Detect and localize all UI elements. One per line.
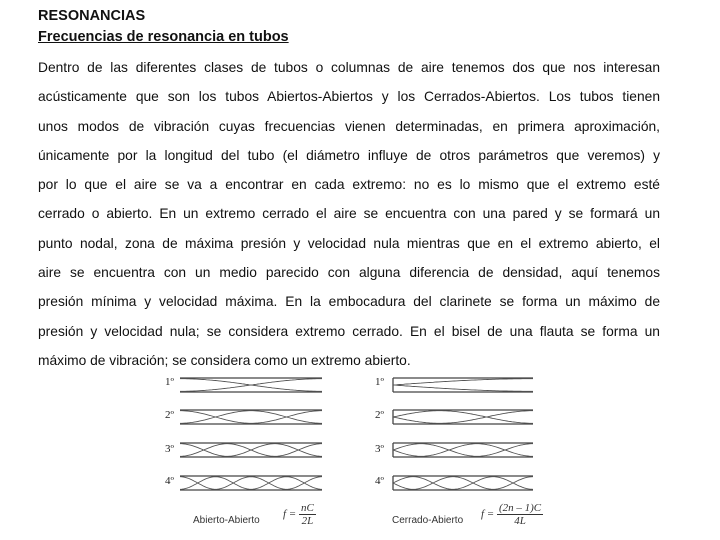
wave-envelope: [393, 379, 533, 385]
wave-envelope: [180, 411, 322, 424]
mode-label-closed-open: 2º: [375, 409, 384, 421]
tube-open-open-mode-4: [180, 476, 322, 490]
mode-label-closed-open: 1º: [375, 376, 384, 388]
page-subtitle: Frecuencias de resonancia en tubos: [38, 29, 289, 45]
tube-open-open-mode-3: [180, 443, 322, 457]
paragraph-line: máximo de vibración; se considera como un extremo abierto.: [38, 352, 411, 368]
paragraph-line: Dentro de las diferentes clases de tubos o columnas de aire tenemos dos que nos interesan: [38, 60, 660, 75]
mode-label-open-open: 1º: [165, 376, 174, 388]
mode-label-open-open: 2º: [165, 409, 174, 421]
wave-envelope: [180, 477, 322, 490]
paragraph-line: aire se encuentra con un medio parecido con alguna diferencia de densidad, aquí tenemos: [38, 265, 660, 281]
body-paragraph: [38, 53, 660, 375]
paragraph-line: cerrado o abierto. En un extremo cerrado el aire se encuentra con una pared y se formará un: [38, 206, 660, 222]
caption-closed-open: Cerrado-Abierto: [392, 515, 464, 526]
tube-open-open-mode-2: [180, 410, 322, 424]
tube-open-open-mode-1: [180, 378, 322, 392]
tube-closed-open-mode-2: [393, 410, 533, 424]
paragraph-line: unos modos de vibración cuyas frecuencias vienen determinadas, en primera aproximación,: [38, 118, 660, 134]
mode-label-closed-open: 4º: [375, 475, 384, 487]
mode-label-open-open: 3º: [165, 443, 174, 455]
paragraph-line: punto nodal, zona de máxima presión y velocidad nula mientras que en el extremo abierto, el: [38, 235, 660, 251]
wave-envelope: [180, 411, 322, 424]
wave-envelope: [393, 385, 533, 391]
wave-envelope: [180, 477, 322, 490]
fraction: [497, 502, 543, 527]
paragraph-line: únicamente por la longitud del tubo (el diámetro influye de otros parámetros que veremos) y: [38, 147, 660, 163]
fraction-numerator: nC: [300, 502, 314, 514]
caption-open-open: Abierto-Abierto: [193, 515, 260, 526]
fraction-denominator: 2L: [301, 515, 314, 527]
wave-envelope: [180, 379, 322, 392]
tube-closed-open-mode-4: [393, 476, 533, 490]
mode-label-closed-open: 3º: [375, 443, 384, 455]
standing-waves-figure: [0, 368, 720, 540]
paragraph-line: presión mínima y velocidad máxima. En la embocadura del clarinete se forma un máximo de: [38, 294, 660, 310]
fraction-denominator: 4L: [514, 515, 526, 527]
paragraph-line: acústicamente que son los tubos Abiertos-Abiertos y los Cerrados-Abiertos. Los tubos tienen: [38, 89, 660, 105]
formula-lhs: f =: [481, 508, 495, 521]
formula-closed-open: [481, 502, 543, 527]
fraction: [299, 502, 316, 527]
paragraph-line: por lo que el aire se va a encontrar en cada extremo: no es lo mismo que el extremo esté: [38, 177, 660, 193]
formula-lhs: f =: [283, 508, 297, 521]
wave-envelope: [180, 444, 322, 457]
fraction-numerator: (2n – 1)C: [498, 502, 542, 514]
tube-closed-open-mode-1: [393, 378, 533, 392]
page-title: RESONANCIAS: [38, 8, 146, 24]
mode-label-open-open: 4º: [165, 475, 174, 487]
heading-block: [38, 6, 289, 48]
tube-closed-open-mode-3: [393, 443, 533, 457]
standing-waves-diagram: [0, 368, 720, 540]
paragraph-line: presión y velocidad nula; se considera extremo cerrado. En el bisel de una flauta se forma un: [38, 323, 660, 339]
formula-open-open: [283, 502, 316, 527]
